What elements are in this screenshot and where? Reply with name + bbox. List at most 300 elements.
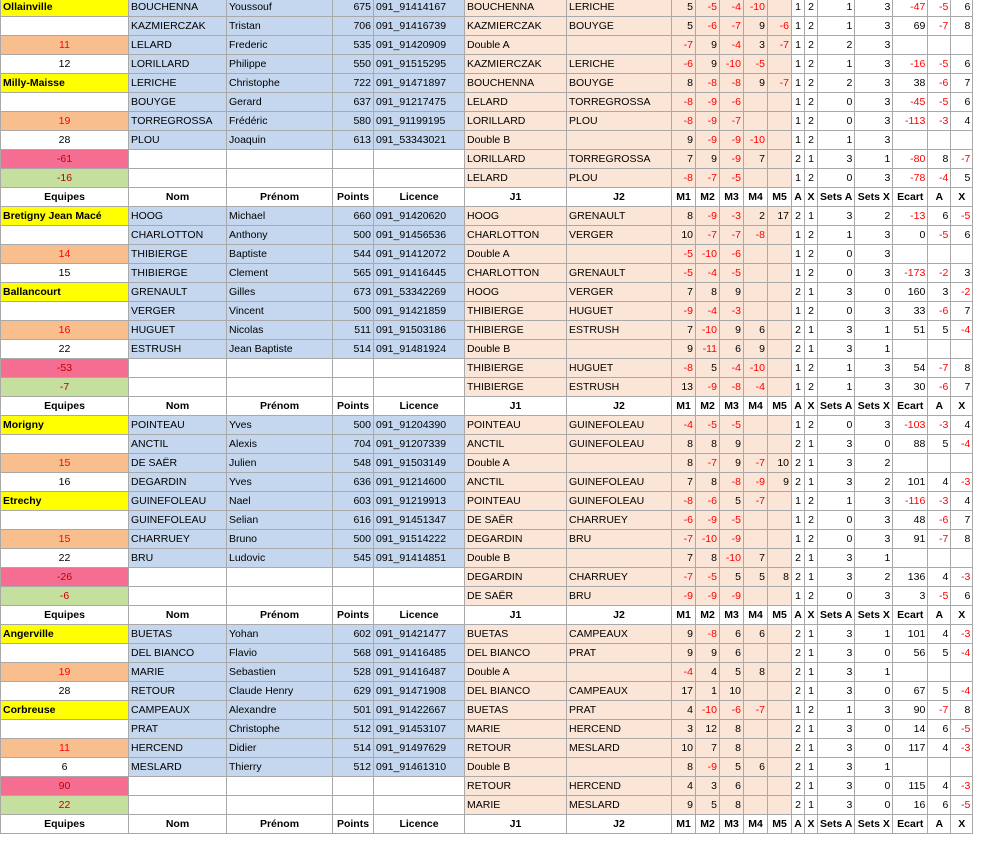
- player-points[interactable]: 636: [333, 473, 374, 492]
- match-j1[interactable]: DEGARDIN: [465, 530, 567, 549]
- player-licence[interactable]: 091_53343021: [374, 131, 465, 150]
- ecart[interactable]: -47: [893, 0, 928, 17]
- player-nom[interactable]: PRAT: [129, 720, 227, 739]
- result-a[interactable]: 1: [792, 169, 805, 188]
- sets-x[interactable]: 3: [855, 378, 893, 397]
- player-nom[interactable]: MARIE: [129, 663, 227, 682]
- ecart[interactable]: 101: [893, 473, 928, 492]
- pts-x[interactable]: [951, 758, 973, 777]
- score-m1[interactable]: 7: [672, 549, 696, 568]
- sets-x[interactable]: 0: [855, 644, 893, 663]
- header-m2[interactable]: M2: [696, 188, 720, 207]
- header-sets-a[interactable]: Sets A: [818, 397, 855, 416]
- score-m5[interactable]: [768, 701, 792, 720]
- header-x[interactable]: X: [805, 188, 818, 207]
- player-points[interactable]: 544: [333, 245, 374, 264]
- result-a[interactable]: 1: [792, 302, 805, 321]
- player-nom[interactable]: CHARLOTTON: [129, 226, 227, 245]
- sets-a[interactable]: 1: [818, 378, 855, 397]
- sets-a[interactable]: 3: [818, 758, 855, 777]
- player-prenom[interactable]: Flavio: [227, 644, 333, 663]
- score-m1[interactable]: 7: [672, 473, 696, 492]
- header-points[interactable]: Points: [333, 397, 374, 416]
- score-m1[interactable]: 5: [672, 17, 696, 36]
- player-licence[interactable]: 091_91420909: [374, 36, 465, 55]
- score-m5[interactable]: 9: [768, 473, 792, 492]
- player-nom[interactable]: HUGUET: [129, 321, 227, 340]
- score-m4[interactable]: 9: [744, 74, 768, 93]
- player-licence[interactable]: 091_91451347: [374, 511, 465, 530]
- score-m5[interactable]: [768, 549, 792, 568]
- match-j1[interactable]: DE SAËR: [465, 587, 567, 606]
- pts-a[interactable]: [928, 36, 951, 55]
- pts-x[interactable]: 7: [951, 378, 973, 397]
- pts-x[interactable]: -4: [951, 682, 973, 701]
- match-j1[interactable]: LORILLARD: [465, 112, 567, 131]
- sets-x[interactable]: 1: [855, 625, 893, 644]
- ecart[interactable]: 30: [893, 378, 928, 397]
- team-cell[interactable]: [1, 511, 129, 530]
- ecart[interactable]: 3: [893, 587, 928, 606]
- pts-a[interactable]: 5: [928, 682, 951, 701]
- sets-x[interactable]: 0: [855, 739, 893, 758]
- header-points[interactable]: Points: [333, 606, 374, 625]
- player-points[interactable]: 568: [333, 644, 374, 663]
- match-j2[interactable]: MESLARD: [567, 796, 672, 815]
- pts-x[interactable]: 6: [951, 55, 973, 74]
- sets-a[interactable]: 0: [818, 511, 855, 530]
- score-m3[interactable]: 9: [720, 435, 744, 454]
- pts-a[interactable]: -7: [928, 17, 951, 36]
- sets-a[interactable]: 1: [818, 0, 855, 17]
- player-licence[interactable]: 091_91219913: [374, 492, 465, 511]
- pts-a[interactable]: -5: [928, 226, 951, 245]
- player-nom[interactable]: DE SAËR: [129, 454, 227, 473]
- result-x[interactable]: 1: [805, 549, 818, 568]
- score-m3[interactable]: -5: [720, 416, 744, 435]
- match-j1[interactable]: Double A: [465, 36, 567, 55]
- header-a[interactable]: A: [792, 606, 805, 625]
- score-m2[interactable]: -9: [696, 587, 720, 606]
- ecart[interactable]: 136: [893, 568, 928, 587]
- match-j1[interactable]: THIBIERGE: [465, 359, 567, 378]
- score-m3[interactable]: -7: [720, 226, 744, 245]
- team-cell[interactable]: 22: [1, 340, 129, 359]
- player-points[interactable]: 500: [333, 416, 374, 435]
- pts-a[interactable]: 8: [928, 150, 951, 169]
- result-x[interactable]: 1: [805, 758, 818, 777]
- pts-a[interactable]: [928, 131, 951, 150]
- match-j1[interactable]: RETOUR: [465, 739, 567, 758]
- pts-a[interactable]: [928, 663, 951, 682]
- result-a[interactable]: 2: [792, 473, 805, 492]
- team-cell[interactable]: -53: [1, 359, 129, 378]
- sets-a[interactable]: 3: [818, 321, 855, 340]
- team-cell[interactable]: 15: [1, 264, 129, 283]
- header-equipes[interactable]: Equipes: [1, 815, 129, 834]
- result-a[interactable]: 1: [792, 587, 805, 606]
- score-m2[interactable]: -10: [696, 530, 720, 549]
- score-m2[interactable]: -9: [696, 207, 720, 226]
- score-m2[interactable]: -7: [696, 454, 720, 473]
- score-m5[interactable]: -6: [768, 17, 792, 36]
- result-x[interactable]: 2: [805, 587, 818, 606]
- team-cell[interactable]: [1, 17, 129, 36]
- sets-a[interactable]: 1: [818, 359, 855, 378]
- pts-x[interactable]: [951, 36, 973, 55]
- score-m3[interactable]: 5: [720, 492, 744, 511]
- score-m3[interactable]: -10: [720, 549, 744, 568]
- score-m2[interactable]: -5: [696, 416, 720, 435]
- score-m1[interactable]: 9: [672, 340, 696, 359]
- score-m4[interactable]: [744, 302, 768, 321]
- sets-a[interactable]: 3: [818, 682, 855, 701]
- team-cell[interactable]: -61: [1, 150, 129, 169]
- sets-x[interactable]: 1: [855, 663, 893, 682]
- score-m1[interactable]: 8: [672, 454, 696, 473]
- pts-x[interactable]: -3: [951, 625, 973, 644]
- player-prenom[interactable]: Christophe: [227, 74, 333, 93]
- result-a[interactable]: 2: [792, 720, 805, 739]
- header-sets-a[interactable]: Sets A: [818, 815, 855, 834]
- header-m4[interactable]: M4: [744, 606, 768, 625]
- result-x[interactable]: 2: [805, 530, 818, 549]
- result-a[interactable]: 2: [792, 283, 805, 302]
- ecart[interactable]: -13: [893, 207, 928, 226]
- ecart[interactable]: [893, 549, 928, 568]
- header-x2[interactable]: X: [951, 397, 973, 416]
- result-a[interactable]: 1: [792, 416, 805, 435]
- result-x[interactable]: 2: [805, 302, 818, 321]
- sets-a[interactable]: 1: [818, 17, 855, 36]
- sets-x[interactable]: 3: [855, 55, 893, 74]
- team-cell[interactable]: 28: [1, 682, 129, 701]
- sets-a[interactable]: 2: [818, 74, 855, 93]
- match-j1[interactable]: DEL BIANCO: [465, 682, 567, 701]
- pts-a[interactable]: [928, 340, 951, 359]
- header-points[interactable]: Points: [333, 188, 374, 207]
- score-m1[interactable]: -8: [672, 93, 696, 112]
- match-j2[interactable]: TORREGROSSA: [567, 150, 672, 169]
- score-m2[interactable]: 7: [696, 739, 720, 758]
- pts-a[interactable]: -6: [928, 74, 951, 93]
- match-j2[interactable]: HUGUET: [567, 302, 672, 321]
- score-m1[interactable]: 9: [672, 644, 696, 663]
- score-m1[interactable]: -9: [672, 302, 696, 321]
- pts-a[interactable]: 6: [928, 207, 951, 226]
- ecart[interactable]: [893, 663, 928, 682]
- sets-x[interactable]: 3: [855, 587, 893, 606]
- result-a[interactable]: 1: [792, 93, 805, 112]
- match-j1[interactable]: KAZMIERCZAK: [465, 17, 567, 36]
- match-j2[interactable]: [567, 245, 672, 264]
- player-prenom[interactable]: Sebastien: [227, 663, 333, 682]
- player-points[interactable]: 616: [333, 511, 374, 530]
- pts-a[interactable]: [928, 245, 951, 264]
- player-prenom[interactable]: Frederic: [227, 36, 333, 55]
- sets-x[interactable]: 2: [855, 568, 893, 587]
- pts-x[interactable]: [951, 245, 973, 264]
- sets-a[interactable]: 0: [818, 302, 855, 321]
- pts-a[interactable]: -6: [928, 511, 951, 530]
- score-m5[interactable]: [768, 663, 792, 682]
- sets-x[interactable]: 0: [855, 283, 893, 302]
- pts-x[interactable]: 7: [951, 511, 973, 530]
- header-m5[interactable]: M5: [768, 606, 792, 625]
- ecart[interactable]: 160: [893, 283, 928, 302]
- score-m2[interactable]: -9: [696, 112, 720, 131]
- score-m3[interactable]: -3: [720, 302, 744, 321]
- pts-a[interactable]: 5: [928, 435, 951, 454]
- score-m4[interactable]: 3: [744, 36, 768, 55]
- sets-x[interactable]: 3: [855, 530, 893, 549]
- score-m4[interactable]: [744, 777, 768, 796]
- score-m5[interactable]: [768, 302, 792, 321]
- player-points[interactable]: 613: [333, 131, 374, 150]
- pts-x[interactable]: -4: [951, 321, 973, 340]
- score-m3[interactable]: 6: [720, 777, 744, 796]
- team-cell[interactable]: [1, 435, 129, 454]
- pts-a[interactable]: [928, 549, 951, 568]
- score-m3[interactable]: 10: [720, 682, 744, 701]
- score-m1[interactable]: 8: [672, 207, 696, 226]
- score-m5[interactable]: [768, 758, 792, 777]
- score-m1[interactable]: -8: [672, 169, 696, 188]
- score-m1[interactable]: -5: [672, 264, 696, 283]
- ecart[interactable]: 14: [893, 720, 928, 739]
- player-licence[interactable]: 091_91497629: [374, 739, 465, 758]
- sets-a[interactable]: 0: [818, 416, 855, 435]
- player-nom-empty[interactable]: [129, 169, 227, 188]
- sets-x[interactable]: 3: [855, 492, 893, 511]
- score-m2[interactable]: 8: [696, 435, 720, 454]
- match-j2[interactable]: GUINEFOLEAU: [567, 416, 672, 435]
- sets-x[interactable]: 3: [855, 17, 893, 36]
- pts-x[interactable]: 3: [951, 264, 973, 283]
- sets-a[interactable]: 3: [818, 777, 855, 796]
- player-licence[interactable]: 091_91515295: [374, 55, 465, 74]
- header-licence[interactable]: Licence: [374, 815, 465, 834]
- team-cell[interactable]: -7: [1, 378, 129, 397]
- result-a[interactable]: 1: [792, 359, 805, 378]
- team-cell[interactable]: Morigny: [1, 416, 129, 435]
- sets-x[interactable]: 1: [855, 321, 893, 340]
- header-equipes[interactable]: Equipes: [1, 397, 129, 416]
- score-m3[interactable]: -5: [720, 169, 744, 188]
- header-a[interactable]: A: [792, 188, 805, 207]
- team-cell[interactable]: -26: [1, 568, 129, 587]
- match-j2[interactable]: HERCEND: [567, 777, 672, 796]
- sets-x[interactable]: 3: [855, 169, 893, 188]
- result-x[interactable]: 2: [805, 74, 818, 93]
- score-m5[interactable]: [768, 492, 792, 511]
- ecart[interactable]: 117: [893, 739, 928, 758]
- score-m1[interactable]: -4: [672, 663, 696, 682]
- score-m5[interactable]: [768, 93, 792, 112]
- score-m2[interactable]: 5: [696, 359, 720, 378]
- sets-a[interactable]: 3: [818, 568, 855, 587]
- ecart[interactable]: 38: [893, 74, 928, 93]
- player-prenom[interactable]: Claude Henry: [227, 682, 333, 701]
- sets-a[interactable]: 3: [818, 739, 855, 758]
- player-prenom[interactable]: Tristan: [227, 17, 333, 36]
- match-j2[interactable]: GUINEFOLEAU: [567, 492, 672, 511]
- player-prenom[interactable]: Selian: [227, 511, 333, 530]
- match-j1[interactable]: BUETAS: [465, 625, 567, 644]
- result-x[interactable]: 2: [805, 36, 818, 55]
- ecart[interactable]: -113: [893, 112, 928, 131]
- header-ecart[interactable]: Ecart: [893, 188, 928, 207]
- pts-a[interactable]: 4: [928, 473, 951, 492]
- score-m5[interactable]: [768, 530, 792, 549]
- result-x[interactable]: 1: [805, 207, 818, 226]
- score-m5[interactable]: [768, 226, 792, 245]
- header-m2[interactable]: M2: [696, 606, 720, 625]
- match-j1[interactable]: BOUCHENNA: [465, 0, 567, 17]
- player-nom-empty[interactable]: [129, 359, 227, 378]
- match-j2[interactable]: BOUYGE: [567, 17, 672, 36]
- score-m2[interactable]: -5: [696, 0, 720, 17]
- header-a[interactable]: A: [792, 397, 805, 416]
- team-cell[interactable]: [1, 93, 129, 112]
- score-m3[interactable]: -9: [720, 150, 744, 169]
- result-x[interactable]: 1: [805, 663, 818, 682]
- score-m2[interactable]: 5: [696, 796, 720, 815]
- player-points[interactable]: 512: [333, 758, 374, 777]
- player-points[interactable]: 565: [333, 264, 374, 283]
- player-points[interactable]: 514: [333, 739, 374, 758]
- player-prenom[interactable]: Thierry: [227, 758, 333, 777]
- score-m2[interactable]: 9: [696, 150, 720, 169]
- player-nom[interactable]: THIBIERGE: [129, 264, 227, 283]
- pts-x[interactable]: [951, 131, 973, 150]
- score-m3[interactable]: -6: [720, 701, 744, 720]
- player-points[interactable]: 500: [333, 226, 374, 245]
- player-prenom[interactable]: Baptiste: [227, 245, 333, 264]
- score-m5[interactable]: [768, 796, 792, 815]
- score-m3[interactable]: -8: [720, 473, 744, 492]
- match-j1[interactable]: DE SAËR: [465, 511, 567, 530]
- player-prenom[interactable]: Yohan: [227, 625, 333, 644]
- header-m1[interactable]: M1: [672, 815, 696, 834]
- match-j2[interactable]: HUGUET: [567, 359, 672, 378]
- team-cell[interactable]: Corbreuse: [1, 701, 129, 720]
- player-licence[interactable]: 091_91416445: [374, 264, 465, 283]
- pts-x[interactable]: -2: [951, 283, 973, 302]
- player-nom[interactable]: DEL BIANCO: [129, 644, 227, 663]
- result-x[interactable]: 2: [805, 169, 818, 188]
- ecart[interactable]: -116: [893, 492, 928, 511]
- team-cell[interactable]: 15: [1, 454, 129, 473]
- header-sets-x[interactable]: Sets X: [855, 188, 893, 207]
- score-m2[interactable]: 8: [696, 473, 720, 492]
- score-m5[interactable]: [768, 511, 792, 530]
- sets-a[interactable]: 3: [818, 454, 855, 473]
- score-m4[interactable]: 9: [744, 340, 768, 359]
- score-m4[interactable]: -9: [744, 473, 768, 492]
- player-prenom[interactable]: Philippe: [227, 55, 333, 74]
- score-m4[interactable]: [744, 739, 768, 758]
- match-j2[interactable]: BRU: [567, 587, 672, 606]
- player-prenom[interactable]: Anthony: [227, 226, 333, 245]
- result-x[interactable]: 2: [805, 131, 818, 150]
- player-licence[interactable]: 091_91503186: [374, 321, 465, 340]
- team-cell[interactable]: Milly-Maisse: [1, 74, 129, 93]
- sets-x[interactable]: 3: [855, 74, 893, 93]
- header-j2[interactable]: J2: [567, 188, 672, 207]
- score-m5[interactable]: 8: [768, 568, 792, 587]
- score-m3[interactable]: -7: [720, 17, 744, 36]
- result-x[interactable]: 1: [805, 454, 818, 473]
- player-nom[interactable]: PLOU: [129, 131, 227, 150]
- player-points[interactable]: 580: [333, 112, 374, 131]
- sets-a[interactable]: 3: [818, 625, 855, 644]
- player-points[interactable]: 528: [333, 663, 374, 682]
- score-m2[interactable]: -10: [696, 701, 720, 720]
- score-m1[interactable]: 5: [672, 0, 696, 17]
- player-licence-empty[interactable]: [374, 777, 465, 796]
- pts-a[interactable]: -6: [928, 378, 951, 397]
- score-m2[interactable]: -7: [696, 169, 720, 188]
- header-j2[interactable]: J2: [567, 606, 672, 625]
- result-x[interactable]: 2: [805, 55, 818, 74]
- ecart[interactable]: [893, 36, 928, 55]
- score-m4[interactable]: [744, 112, 768, 131]
- result-x[interactable]: 1: [805, 720, 818, 739]
- score-m1[interactable]: -6: [672, 55, 696, 74]
- sets-a[interactable]: 3: [818, 796, 855, 815]
- score-m4[interactable]: -4: [744, 378, 768, 397]
- result-a[interactable]: 1: [792, 226, 805, 245]
- result-a[interactable]: 2: [792, 454, 805, 473]
- pts-a[interactable]: -7: [928, 359, 951, 378]
- team-cell[interactable]: Angerville: [1, 625, 129, 644]
- ecart[interactable]: 16: [893, 796, 928, 815]
- match-j1[interactable]: DEGARDIN: [465, 568, 567, 587]
- player-licence[interactable]: 091_91422667: [374, 701, 465, 720]
- pts-a[interactable]: 6: [928, 796, 951, 815]
- result-a[interactable]: 1: [792, 0, 805, 17]
- result-x[interactable]: 1: [805, 796, 818, 815]
- result-x[interactable]: 1: [805, 283, 818, 302]
- player-licence[interactable]: 091_91217475: [374, 93, 465, 112]
- score-m2[interactable]: -9: [696, 131, 720, 150]
- result-x[interactable]: 1: [805, 739, 818, 758]
- match-j1[interactable]: HOOG: [465, 283, 567, 302]
- match-j1[interactable]: KAZMIERCZAK: [465, 55, 567, 74]
- team-cell[interactable]: Bretigny Jean Macé: [1, 207, 129, 226]
- pts-x[interactable]: -4: [951, 435, 973, 454]
- header-x2[interactable]: X: [951, 606, 973, 625]
- player-prenom[interactable]: Clement: [227, 264, 333, 283]
- match-j2[interactable]: LERICHE: [567, 0, 672, 17]
- pts-x[interactable]: -5: [951, 720, 973, 739]
- match-j2[interactable]: [567, 758, 672, 777]
- result-a[interactable]: 2: [792, 739, 805, 758]
- match-j2[interactable]: PLOU: [567, 169, 672, 188]
- sets-x[interactable]: 3: [855, 112, 893, 131]
- score-m1[interactable]: 9: [672, 796, 696, 815]
- score-m1[interactable]: -9: [672, 587, 696, 606]
- match-j2[interactable]: CHARRUEY: [567, 568, 672, 587]
- match-j1[interactable]: THIBIERGE: [465, 378, 567, 397]
- result-a[interactable]: 1: [792, 511, 805, 530]
- sets-x[interactable]: 0: [855, 682, 893, 701]
- player-points[interactable]: 511: [333, 321, 374, 340]
- result-a[interactable]: 1: [792, 245, 805, 264]
- match-j1[interactable]: MARIE: [465, 796, 567, 815]
- header-m1[interactable]: M1: [672, 188, 696, 207]
